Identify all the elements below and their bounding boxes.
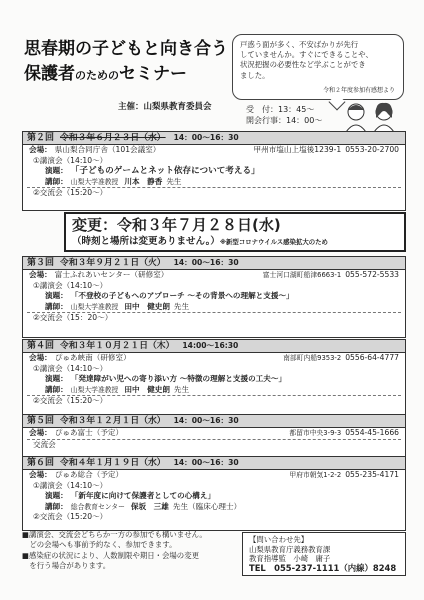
exchange-label: ②交流会（15：20～） [33,313,113,323]
lecture-label: ①講演会（14:10～） [33,363,108,373]
exchange-label: ②交流会（15:20～） [33,188,108,198]
bubble-line: ました。 [240,70,270,80]
session-3 [22,256,406,338]
bubble-line: していませんか。すぐにできることや、 [240,50,373,60]
lecture-topic: 演題： 「子どものゲームとネット依存について考える」 [45,166,260,177]
testimonial-bubble [232,34,404,100]
title-part: 思春期の [24,39,92,59]
note-line: を行う場合があります。 [22,561,111,571]
title-part: 子どもと向き合う [92,39,228,59]
session-2 [22,131,406,211]
bubble-line: 戸惑う面が多く、不安ばかりが先行 [240,40,359,49]
note-line: ■感染症の状況により、人数制限や期日・会場の変更 [22,550,199,560]
contact-phone: TEL 055-237-1111（内線）8248 [249,562,397,573]
note-line: どの会場へも事前予約なく、参加できます。 [22,540,177,550]
session-header: 第２回 令和３年６月２３日（水） 14：00～16：30 [23,132,405,145]
session-venue: 会場： 県山梨合同庁舎（101会議室） 甲州市塩山上塩後1239-1 0553-20-2700 [29,145,399,154]
exchange-label: ②交流会（15:20～） [33,396,108,406]
session-venue: 会場： 富士ふれあいセンター（研修室） 富士河口湖町船津6663-1 055-572-5533 [29,270,399,279]
session-5 [22,414,406,457]
seminar-title [24,38,234,88]
lecturer: 講師： 山梨大学准教授 川本 静香 先生 [45,176,182,186]
opening-time: 開会行事：14：00～ [246,116,323,125]
session-header: 第３回 令和３年９月２１日（火） 14：00～16：30 [23,257,405,270]
title-part: セミナー [119,64,187,84]
title-part: 保護者 [24,64,75,84]
session-date-cancelled: 令和３年６月２３日（水） [60,132,166,143]
lecture-topic: 演題： 「不登校の子どもへのアプローチ ～その背景への理解と支援～」 [45,291,294,301]
schedule-info [246,104,322,126]
session-header: 第６回 令和４年１月１９日（水） 14：00～16：30 [23,457,405,470]
bubble-line: 状況把握の必要性など学ぶことができ [240,60,366,70]
exchange-label: 交流会 [33,439,56,449]
parents-illustration-icon [340,100,402,132]
contact-title: 【問い合わせ先】 [249,535,309,544]
session-header: 第５回 令和３年１２月１日（水） 14：00～16：30 [23,415,405,428]
date-change-banner: 変更：令和３年７月２８日(水) （時刻と場所は変更ありません。）※新型コロナウイルス感染拡大のため [64,212,406,252]
lecture-topic: 演題： 「発達障がい児への寄り添い方 ～特徴の理解と支援の工夫～」 [45,374,287,384]
sponsor-label: 主催：山梨県教育委員会 [118,102,212,112]
session-venue: 会場： ぴゅあ峡南（研修室） 南部町内船9353-2 0556-64-4777 [29,353,399,362]
contact-person: 教育指導監 小崎 庸子 [249,554,331,564]
notes-section [22,530,236,572]
lecture-label: ①講演会（14:10～） [33,480,108,490]
lecture-topic: 演題： 「新年度に向けて保護者としての心構え」 [45,491,216,501]
session-venue: 会場： ぴゅあ総合（予定） 甲府市朝気1-2-2 055-235-4171 [29,470,399,479]
lecturer: 講師： 山梨大学准教授 田中 健史朗 先生 [45,301,190,311]
lecture-label: ①講演会（14:10～） [33,155,108,165]
reception-time: 受 付：13：45～ [246,105,315,114]
lecturer: 講師： 山梨大学准教授 田中 健史朗 先生 [45,384,190,394]
lecturer: 講師： 総合教育センター 保坂 三雄 先生（臨床心理士） [45,501,242,511]
session-header: 第４回 令和３年１０月２１日（木） 14:00～16:30 [23,340,405,353]
session-venue: 会場： ぴゅあ富士（予定） 都留市中央3-9-3 0554-45-1666 [29,428,399,437]
contact-org: 山梨県教育庁義務教育課 [249,544,331,554]
title-part: のための [75,69,119,82]
session-6 [22,456,406,531]
session-4 [22,339,406,415]
bubble-note: 令和２年度参加有感想より [322,86,395,94]
new-date: 令和３年７月２８日(水) [117,216,281,234]
note-line: ■講演会、交流会どちらか一方の参加でも構いません。 [22,530,207,539]
exchange-label: ②交流会（15:20～） [33,512,108,522]
contact-box [242,532,406,576]
lecture-label: ①講演会（14:10～） [33,280,108,290]
